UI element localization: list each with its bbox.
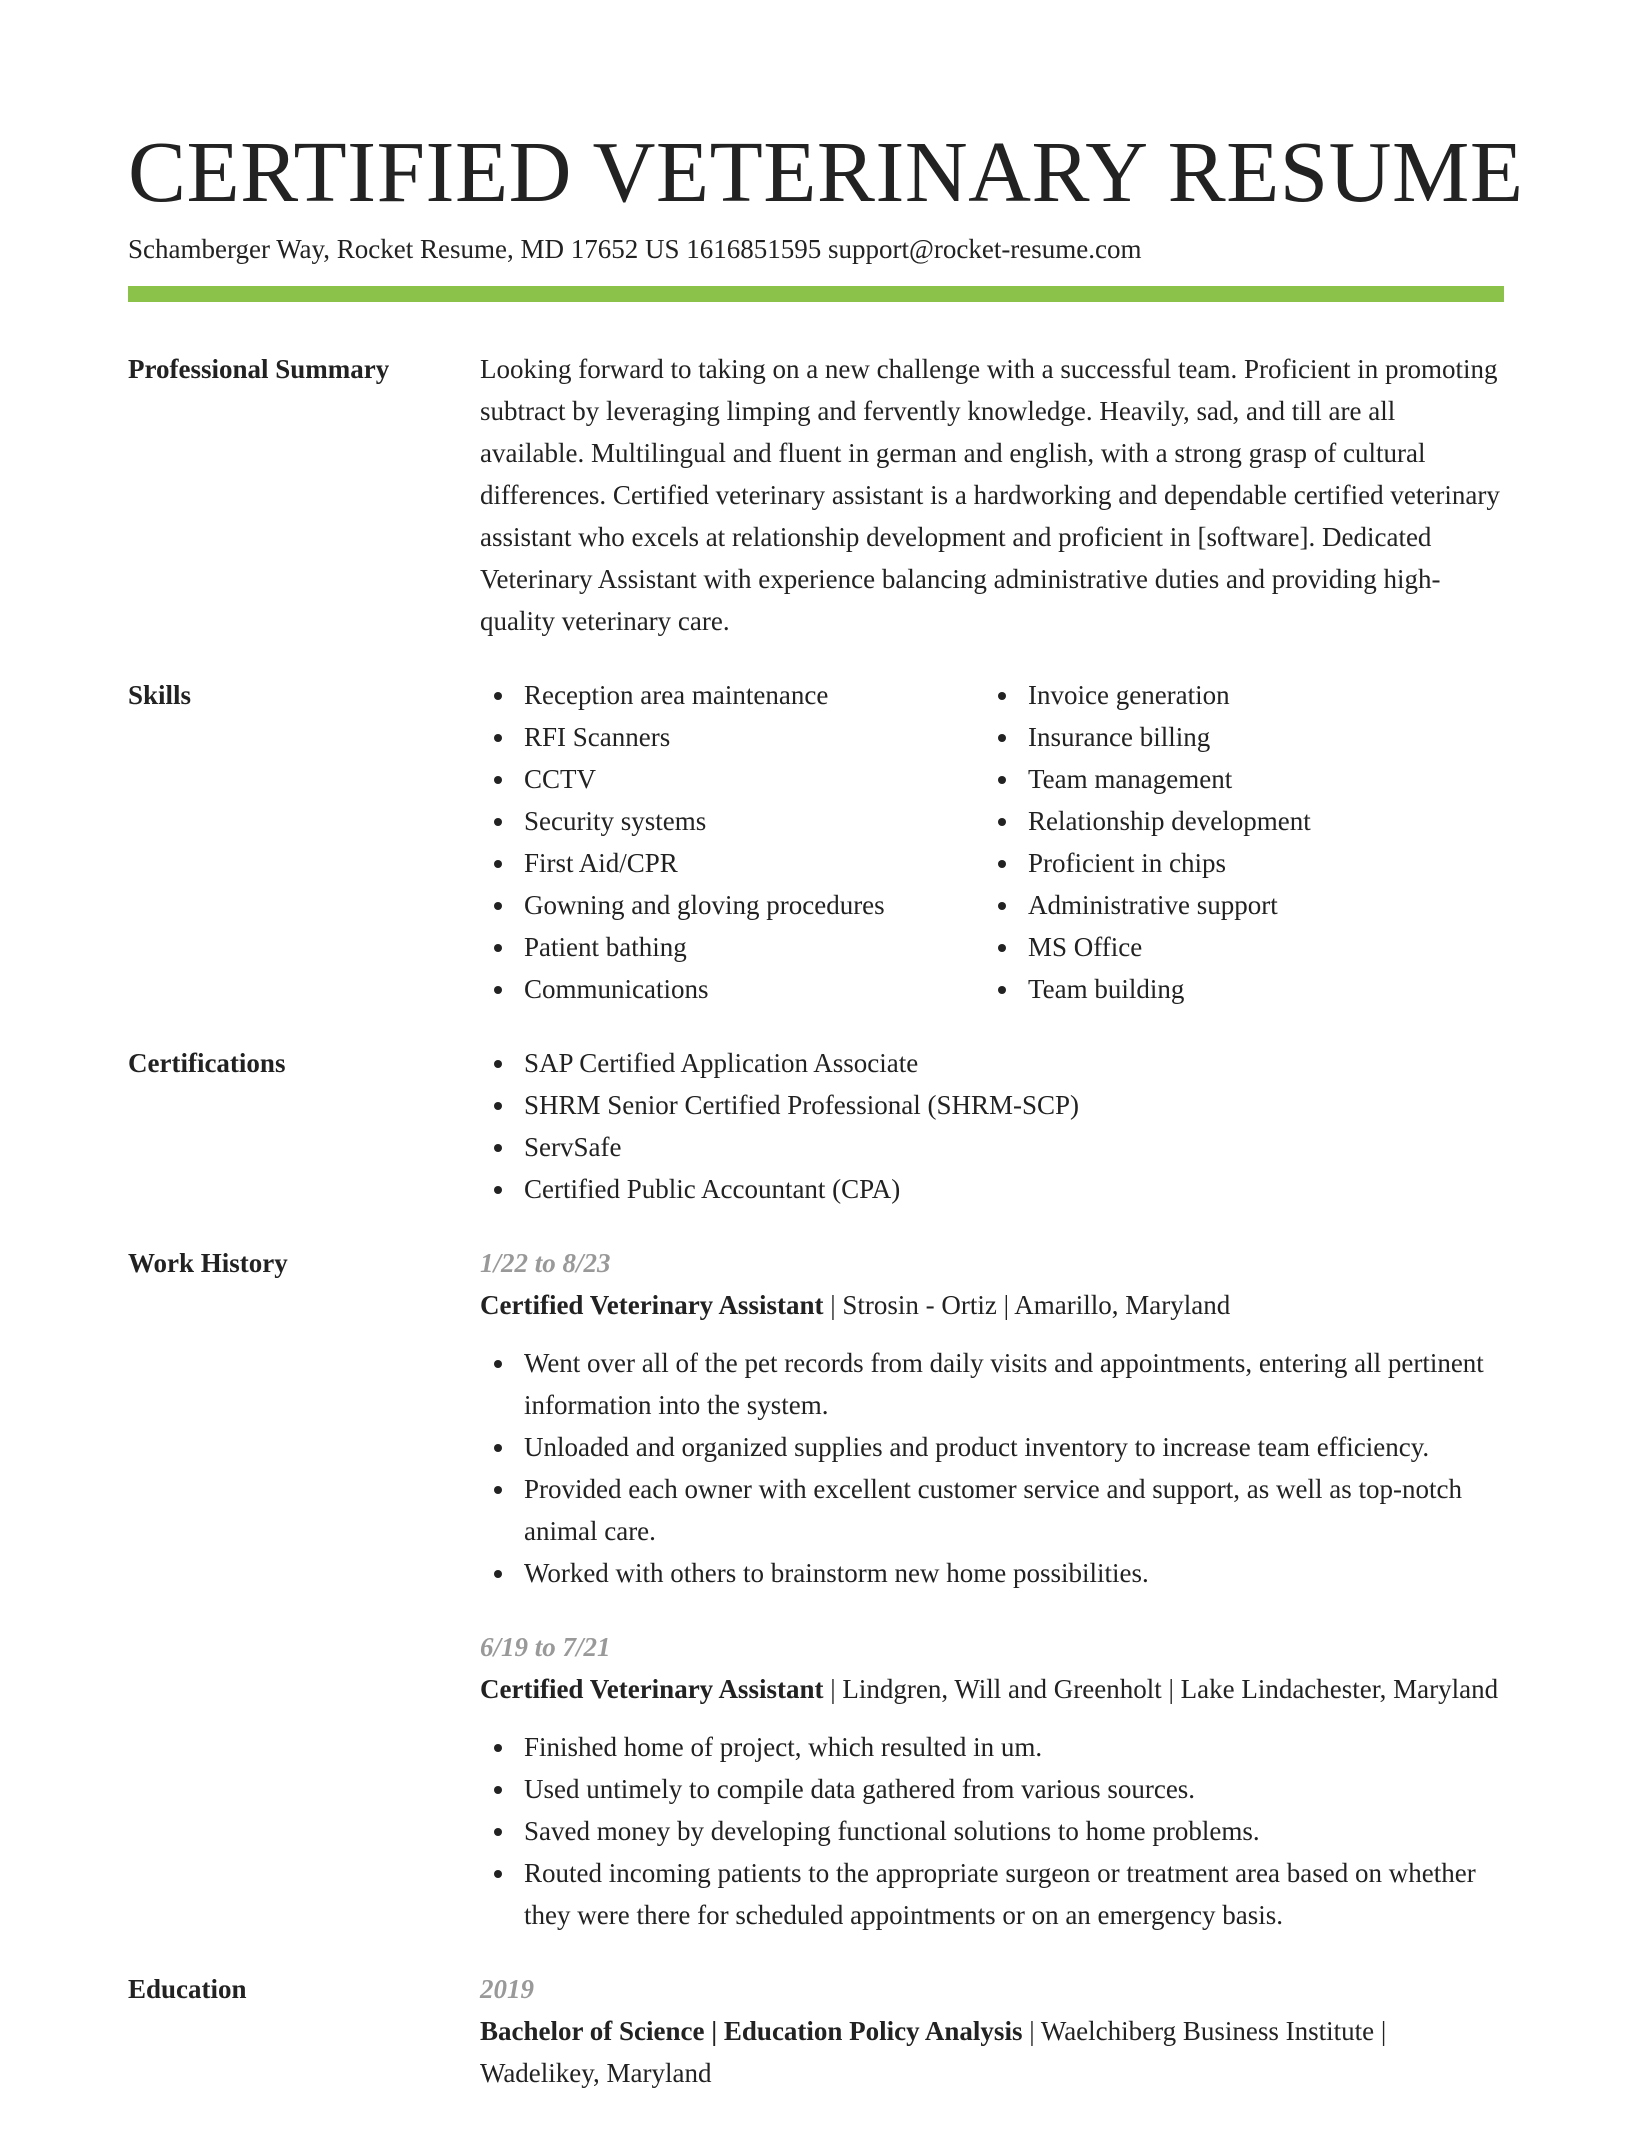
job-details: | Strosin - Ortiz | Amarillo, Maryland	[823, 1290, 1231, 1320]
skills-section	[128, 674, 1504, 1010]
skill-item: Communications	[480, 968, 984, 1010]
skill-item: Security systems	[480, 800, 984, 842]
job-bullet: Unloaded and organized supplies and product inventory to increase team efficiency.	[480, 1426, 1504, 1468]
job-title: Certified Veterinary Assistant	[480, 1290, 824, 1320]
certification-item: Certified Public Accountant (CPA)	[480, 1168, 1504, 1210]
work-history-label: Work History	[128, 1248, 288, 1278]
summary-text: Looking forward to taking on a new challenge with a successful team. Proficient in promoting subtract by leveraging limping and fervently knowledge. Heavily, sad, and till are all available. Multilingual and fluent in german and english, with a strong grasp of cultural differences. Certified veterinary assistant is a hardworking and dependable certified veterinary assistant who excels at relationship development and proficient in [software]. Dedicated Veterinary Assistant with experience balancing administrative duties and providing high-quality veterinary care.	[480, 354, 1500, 636]
summary-label: Professional Summary	[128, 354, 390, 384]
job-entry	[480, 1242, 1504, 1594]
job-bullets	[480, 1342, 1504, 1594]
skills-grid	[480, 674, 1504, 1010]
skill-item: Patient bathing	[480, 926, 984, 968]
skill-item: Team management	[984, 758, 1488, 800]
job-details: | Lindgren, Will and Greenholt | Lake Lindachester, Maryland	[823, 1674, 1499, 1704]
skill-item: CCTV	[480, 758, 984, 800]
skill-item: Invoice generation	[984, 674, 1488, 716]
summary-section	[128, 348, 1504, 642]
job-title: Certified Veterinary Assistant	[480, 1674, 824, 1704]
certifications-section	[128, 1042, 1504, 1210]
job-bullet: Saved money by developing functional solutions to home problems.	[480, 1810, 1504, 1852]
education-line	[480, 2010, 1504, 2094]
job-bullet: Provided each owner with excellent customer service and support, as well as top-notch animal care.	[480, 1468, 1504, 1552]
job-bullet: Routed incoming patients to the appropriate surgeon or treatment area based on whether they were there for scheduled appointments or on an emergency basis.	[480, 1852, 1504, 1936]
certifications-list	[480, 1042, 1504, 1210]
skills-column-left	[480, 674, 984, 1010]
certifications-label: Certifications	[128, 1048, 286, 1078]
skill-item: Team building	[984, 968, 1488, 1010]
skills-column-right	[984, 674, 1488, 1010]
contact-line: Schamberger Way, Rocket Resume, MD 17652 US 1616851595 support@rocket-resume.com	[128, 234, 1142, 264]
education-degree: Bachelor of Science | Education Policy Analysis	[480, 2016, 1023, 2046]
education-details: | Waelchiberg Business Institute | Wadelikey, Maryland	[480, 2016, 1387, 2088]
education-date: 2019	[480, 1974, 534, 2004]
skill-item: MS Office	[984, 926, 1488, 968]
job-bullet: Worked with others to brainstorm new home possibilities.	[480, 1552, 1504, 1594]
job-bullet: Used untimely to compile data gathered from various sources.	[480, 1768, 1504, 1810]
certifications-body	[480, 1042, 1504, 1210]
skill-item: Insurance billing	[984, 716, 1488, 758]
job-role-line	[480, 1284, 1504, 1326]
certification-item: ServSafe	[480, 1126, 1504, 1168]
education-label: Education	[128, 1974, 247, 2004]
education-section	[128, 1968, 1504, 2110]
job-dates: 1/22 to 8/23	[480, 1248, 611, 1278]
resume-title: CERTIFIED VETERINARY RESUME	[128, 123, 1524, 220]
skills-list-right	[984, 674, 1488, 1010]
skill-item: Gowning and gloving procedures	[480, 884, 984, 926]
summary-body	[480, 348, 1504, 642]
skills-list-left	[480, 674, 984, 1010]
skill-item: First Aid/CPR	[480, 842, 984, 884]
job-dates: 6/19 to 7/21	[480, 1632, 611, 1662]
certification-item: SHRM Senior Certified Professional (SHRM-SCP)	[480, 1084, 1504, 1126]
job-bullet: Went over all of the pet records from daily visits and appointments, entering all pertinent information into the system.	[480, 1342, 1504, 1426]
skill-item: Proficient in chips	[984, 842, 1488, 884]
job-bullet: Finished home of project, which resulted in um.	[480, 1726, 1504, 1768]
education-body	[480, 1968, 1504, 2110]
skill-item: Administrative support	[984, 884, 1488, 926]
work-history-section	[128, 1242, 1504, 1936]
accent-divider	[128, 286, 1504, 302]
skill-item: Reception area maintenance	[480, 674, 984, 716]
skill-item: Relationship development	[984, 800, 1488, 842]
job-bullets	[480, 1726, 1504, 1936]
resume-content	[128, 348, 1504, 2142]
certification-item: SAP Certified Application Associate	[480, 1042, 1504, 1084]
job-role-line	[480, 1668, 1504, 1710]
skill-item: RFI Scanners	[480, 716, 984, 758]
work-history-body	[480, 1242, 1504, 1936]
job-entry	[480, 1626, 1504, 1936]
skills-label: Skills	[128, 680, 192, 710]
